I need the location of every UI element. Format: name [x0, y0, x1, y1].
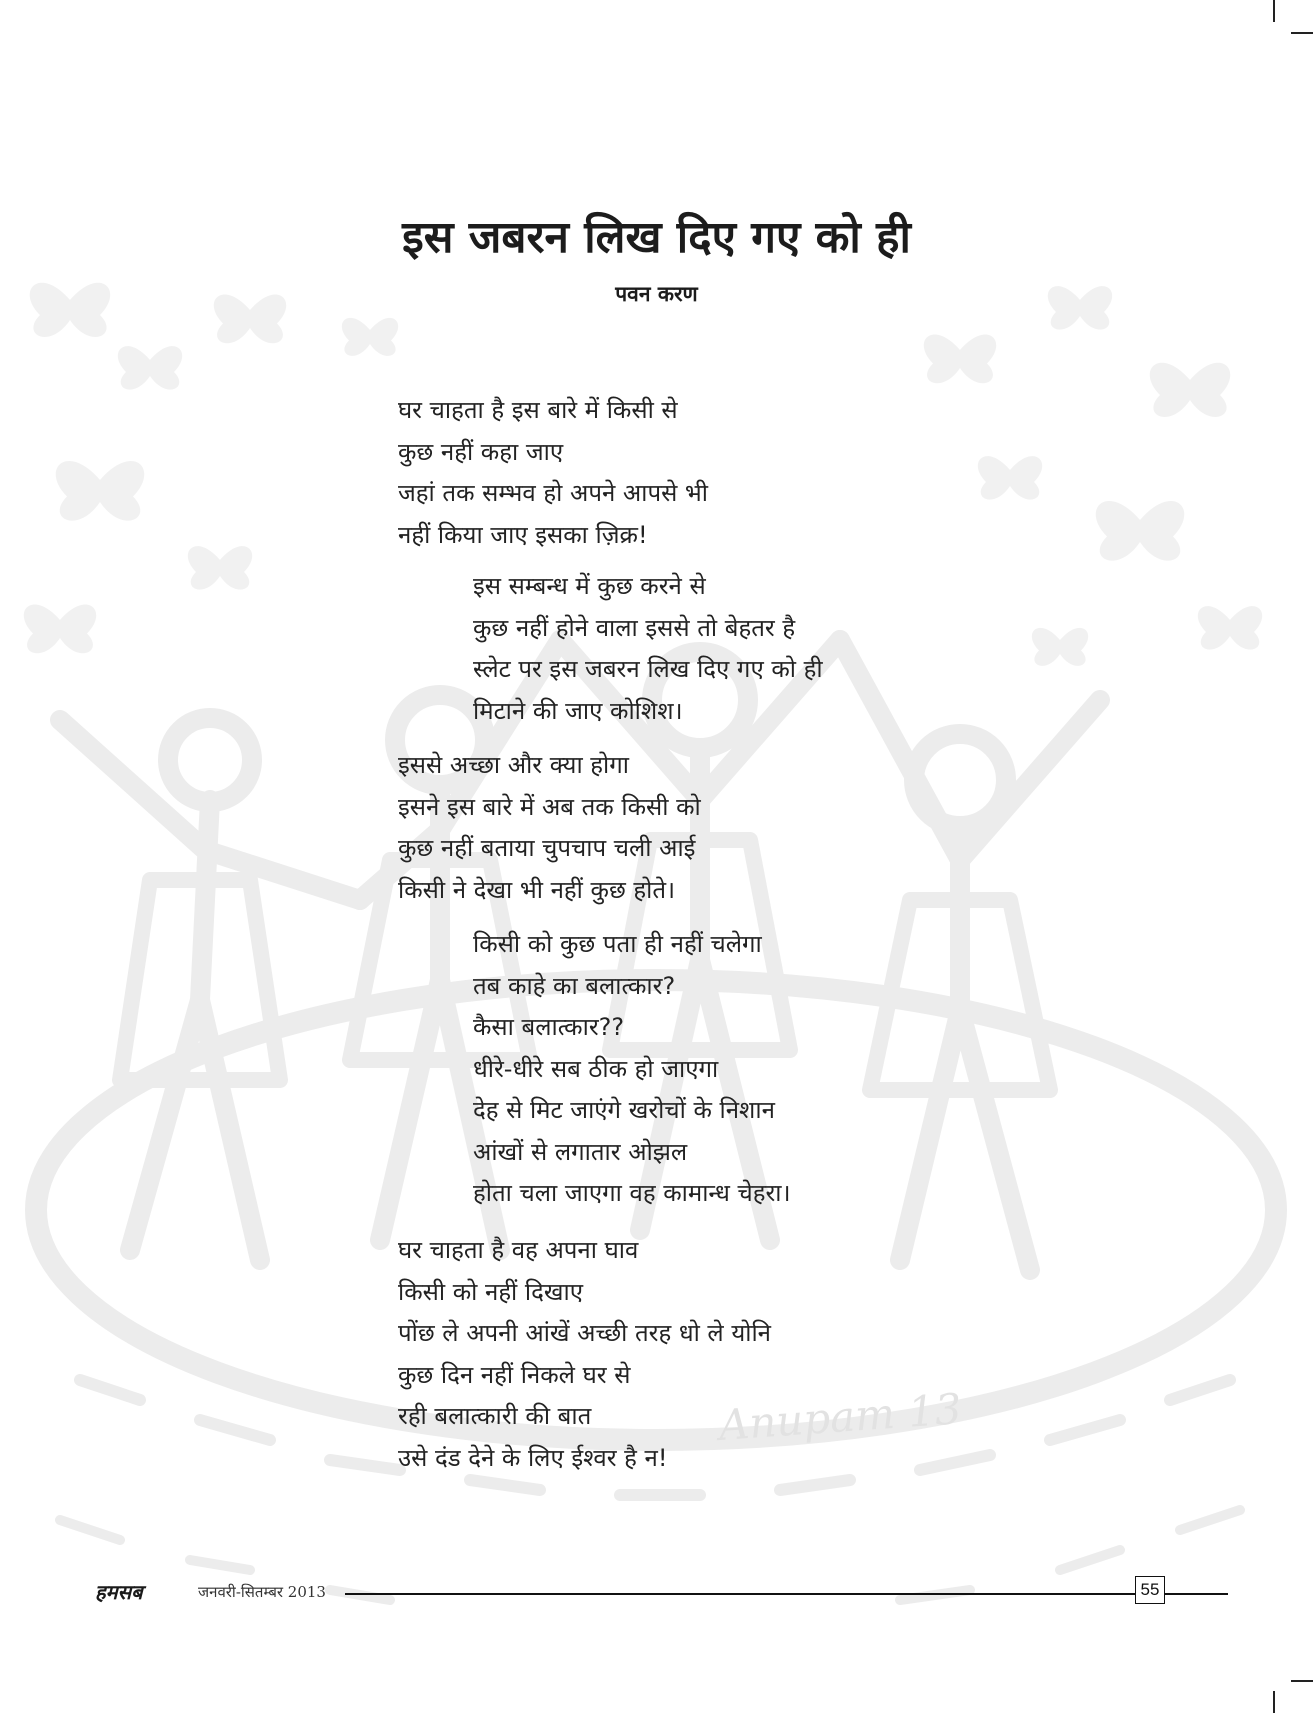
butterfly-icon [342, 318, 398, 356]
butterfly-icon [1198, 606, 1262, 649]
magazine-logo: हमसब [95, 1580, 143, 1604]
poem-line: तब काहे का बलात्कार? [473, 971, 676, 1000]
poem-line: नहीं किया जाए इसका ज़िक्र! [398, 520, 648, 549]
poem-author: पवन करण [615, 282, 698, 306]
footer-divider [345, 1593, 1228, 1595]
poem-line: स्लेट पर इस जबरन लिख दिए गए को ही [473, 655, 823, 683]
poem-line: रही बलात्कारी की बात [398, 1402, 592, 1430]
poem-line: उसे दंड देने के लिए ईश्वर है न! [398, 1443, 668, 1472]
butterfly-icon [1150, 363, 1230, 417]
crop-mark-bottom-horizontal [1291, 1680, 1313, 1682]
poem-line: आंखों से लगातार ओझल [473, 1137, 688, 1166]
poem-line: कुछ दिन नहीं निकले घर से [398, 1360, 631, 1389]
poem-line: घर चाहता है इस बारे में किसी से [398, 396, 678, 424]
butterfly-icon [56, 461, 145, 521]
page-footer [95, 1576, 1165, 1610]
poem-line: किसी को कुछ पता ही नहीं चलेगा [473, 930, 762, 958]
butterfly-icon [188, 546, 252, 589]
poem-line: कैसा बलात्कार?? [473, 1013, 625, 1041]
poem-line: कुछ नहीं कहा जाए [398, 437, 564, 466]
artist-signature: Anupam 13 [717, 1384, 964, 1450]
poem-line: किसी को नहीं दिखाए [398, 1277, 583, 1306]
butterfly-icon [924, 334, 996, 383]
poem-title: इस जबरन लिख दिए गए को ही [402, 212, 911, 263]
butterfly-icon [1096, 501, 1185, 561]
crop-mark-top-horizontal [1291, 32, 1313, 34]
stanza [398, 1230, 771, 1479]
page-number: 55 [1135, 1576, 1165, 1604]
poem-line: कुछ नहीं बताया चुपचाप चली आई [398, 834, 696, 862]
poem-line: देह से मिट जाएंगे खरोचों के निशान [473, 1096, 775, 1124]
stanza [398, 745, 701, 911]
poem-line: इस सम्बन्ध में कुछ करने से [473, 572, 706, 600]
poem-line: किसी ने देखा भी नहीं कुछ होते। [398, 875, 676, 904]
poem-line: घर चाहता है वह अपना घाव [398, 1236, 639, 1264]
butterfly-icon [1032, 628, 1088, 666]
poem-line: कुछ नहीं होने वाला इससे तो बेहतर है [473, 613, 796, 642]
poem-line: इसने इस बारे में अब तक किसी को [398, 792, 701, 821]
stanza [473, 924, 791, 1215]
issue-date: जनवरी-सितम्बर 2013 [198, 1583, 326, 1601]
poem-line: होता चला जाएगा वह कामान्ध चेहरा। [473, 1179, 791, 1207]
poem-line: इससे अच्छा और क्या होगा [398, 751, 629, 779]
butterfly-icon [24, 604, 96, 653]
crop-mark-top-vertical [1273, 0, 1275, 22]
poem-line: पोंछ ले अपनी आंखें अच्छी तरह धो ले योनि [398, 1319, 772, 1347]
butterfly-icon [978, 456, 1042, 499]
stanza [398, 390, 708, 556]
butterfly-icon [118, 346, 182, 389]
crop-mark-bottom-vertical [1273, 1691, 1275, 1713]
poem-line: जहां तक सम्भव हो अपने आपसे भी [398, 479, 709, 507]
poem-line: धीरे-धीरे सब ठीक हो जाएगा [473, 1054, 719, 1083]
stanza [473, 566, 823, 732]
poem-line: मिटाने की जाए कोशिश। [473, 696, 683, 725]
